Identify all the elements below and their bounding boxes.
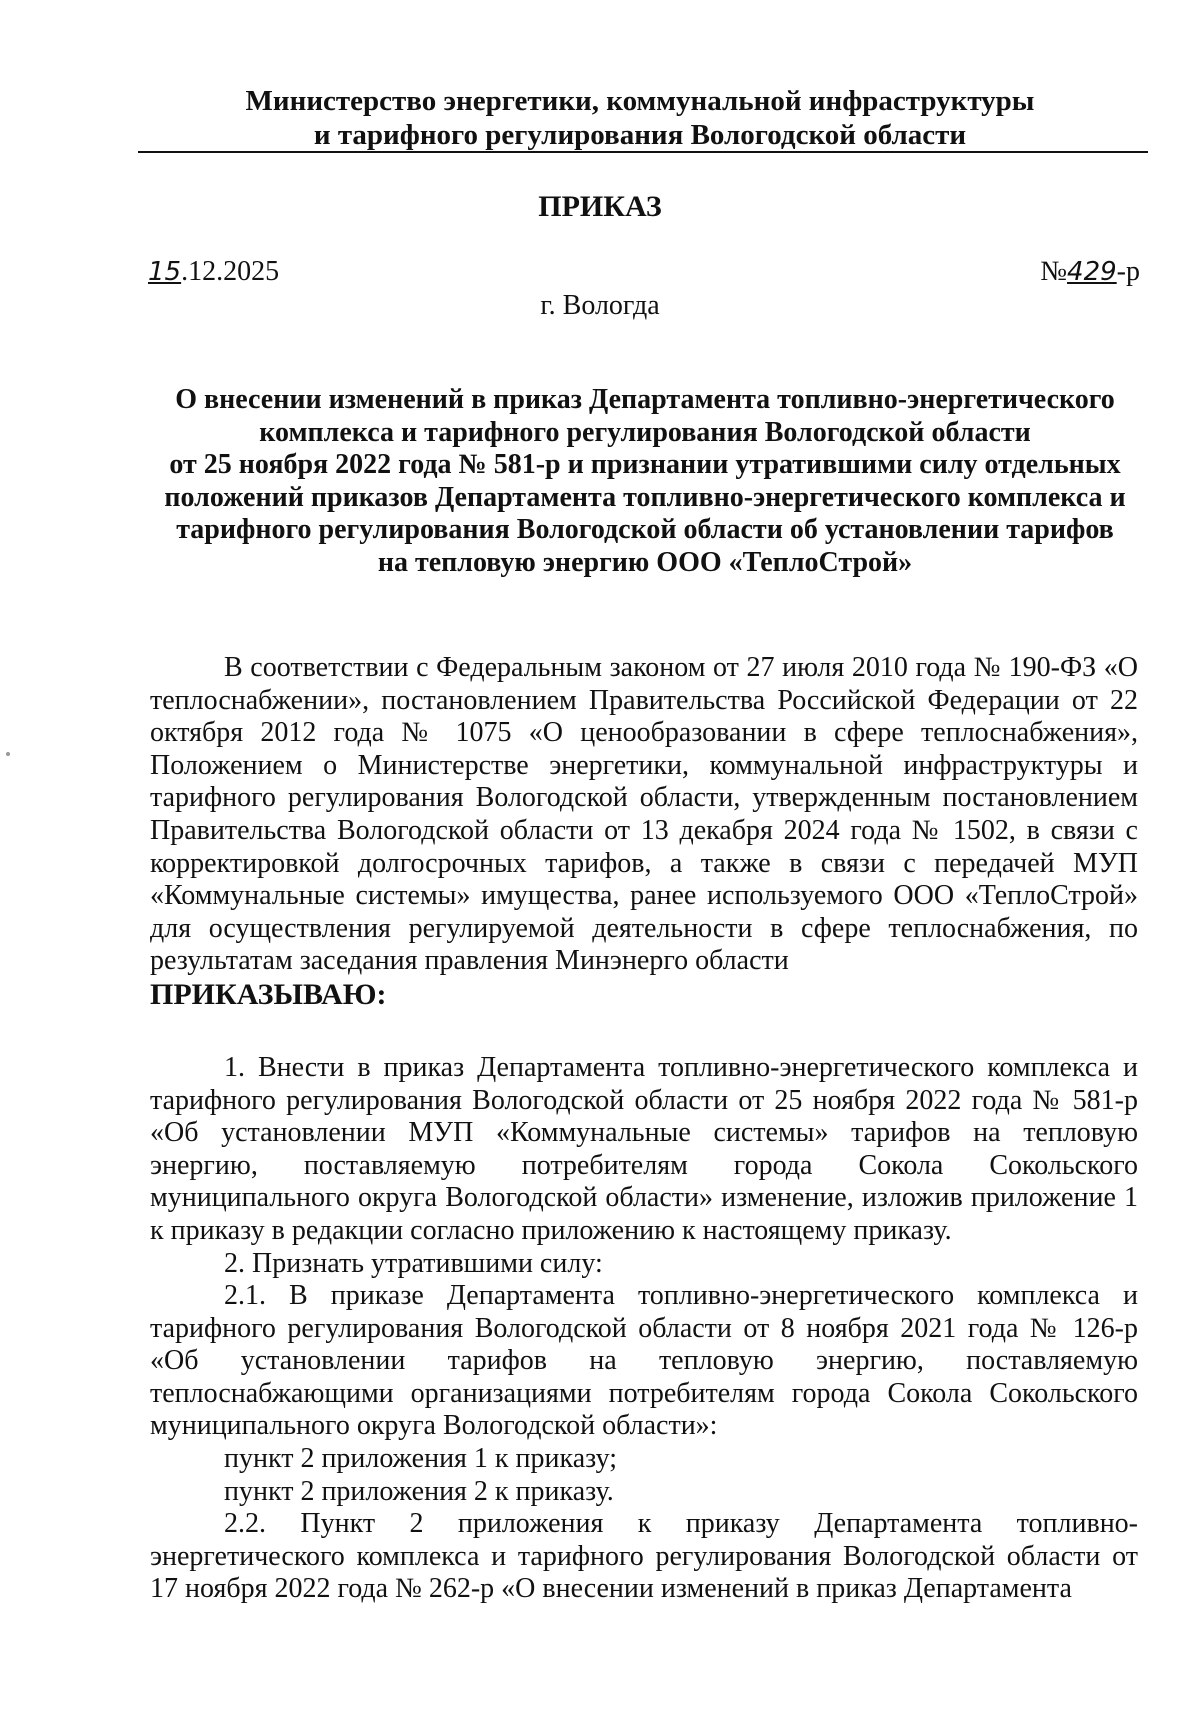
document-title (150, 384, 1140, 580)
title-line: О внесении изменений в приказ Департамента топливно-энергетического (175, 384, 1115, 415)
title-line: тарифного регулирования Вологодской области об установлении тарифов (176, 514, 1114, 546)
ministry-header (130, 84, 1150, 152)
date-day-handwritten: 15 (148, 257, 182, 287)
date-rest: .12.2025 (181, 256, 280, 287)
document-date (148, 256, 279, 288)
preamble-paragraph: В соответствии с Федеральным законом от 27 июля 2010 года № 190-ФЗ «О теплоснабжении», постановлением Правительства Российской Федерации от 22 октября 2012 года № 1075 «О ценообразовании в сфере теплоснабжения», Положением о Министерстве энергетики, коммунальной инфраструктуры и тарифного регулирования Вологодской области, утвержденным постановлением Правительства Вологодской области от 13 декабря 2024 года № 1502, в связи с корректировкой долгосрочных тарифов, а также в связи с передачей МУП «Коммунальные системы» имущества, ранее используемого ООО «ТеплоСтрой» для осуществления регулируемой деятельности в сфере теплоснабжения, по результатам заседания правления Минэнерго области (150, 652, 1138, 977)
document-city: г. Вологда (540, 290, 660, 321)
document-number (1040, 256, 1140, 288)
title-line: от 25 ноября 2022 года № 581-р и признании утратившими силу отдельных (169, 449, 1121, 481)
item-2-2: 2.2. Пункт 2 приложения к приказу Департамента топливно-энергетического комплекса и тарифного регулирования Вологодской области от 17 ноября 2022 года № 262-р «О внесении изменений в приказ Департамента (150, 1508, 1138, 1605)
document-type: ПРИКАЗ (538, 190, 662, 223)
item-2-1-b: пункт 2 приложения 2 к приказу. (224, 1475, 614, 1507)
title-line: комплекса и тарифного регулирования Вологодской области (259, 416, 1031, 448)
scan-speck (6, 752, 10, 756)
item-2-1: 2.1. В приказе Департамента топливно-энергетического комплекса и тарифного регулирования Вологодской области от 8 ноября 2021 года № 126-р «Об установлении тарифов на тепловую энергию, поставляемую теплоснабжающими организациями потребителям города Сокола Сокольского муниципального округа Вологодской области»: (150, 1280, 1138, 1442)
item-2-1-a: пункт 2 приложения 1 к приказу; (224, 1443, 617, 1475)
title-line: положений приказов Департамента топливно-энергетического комплекса и (164, 481, 1126, 513)
item-1: 1. Внести в приказ Департамента топливно-энергетического комплекса и тарифного регулирования Вологодской области от 25 ноября 2022 года № 581-р «Об установлении МУП «Коммунальные системы» тарифов на тепловую энергию, поставляемую потребителям города Сокола Сокольского муниципального округа Вологодской области» изменение, изложив приложение 1 к приказу в редакции согласно приложению к настоящему приказу. (150, 1051, 1138, 1246)
ministry-line-1: Министерство энергетики, коммунальной инфраструктуры (245, 85, 1035, 117)
title-line: на тепловую энергию ООО «ТеплоСтрой» (377, 546, 913, 578)
item-2: 2. Признать утратившими силу: (224, 1247, 603, 1279)
ministry-line-2: и тарифного регулирования Вологодской области (313, 119, 967, 151)
document-body (150, 652, 1138, 1606)
number-prefix: № (1040, 256, 1068, 287)
number-handwritten: 429 (1067, 257, 1117, 287)
order-word: ПРИКАЗЫВАЮ: (150, 977, 387, 1011)
header-divider (138, 151, 1148, 153)
number-suffix: -р (1116, 256, 1140, 287)
